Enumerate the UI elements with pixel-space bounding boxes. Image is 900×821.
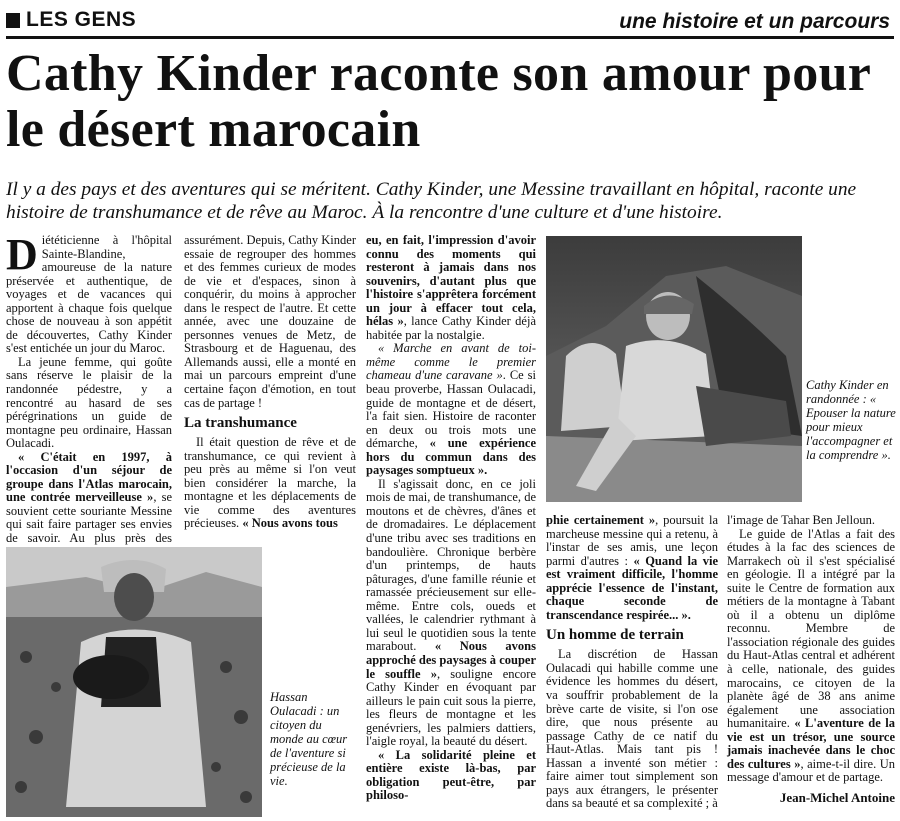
paragraph: « C'était en 1997, à l'occasion d'un séjour de groupe dans l'Atlas marocain, une contrée merveilleuse », se souvient cette souriante Messine qui sait faire partager ses envies de savoir. Au plus près des <box>6 449 172 546</box>
photo-hassan-oulacadi <box>6 547 262 817</box>
paragraph: « La solidarité pleine et entière existe là-bas, par obligation peut-être, par philoso- <box>366 747 536 803</box>
header-rule <box>6 36 894 39</box>
paragraph: Il était question de rêve et de transhumance, ce qui revient à peu près au même si l'on veut bien considérer la marche, la montagne et les déplacements de vie comme des aventures précieuses. « Nous avons tous <box>184 435 356 531</box>
paragraph: Le guide de l'Atlas a fait des études à la fac des sciences de Marrakech où il s'est spécialisé en géologie. Il a intégré par la suite le Centre de formation aux métiers de la montagne à Tabant où il a obtenu un diplôme reconnu. Membre de l'association régionale des guides du Haut-Atlas central et adhérent à celle, nationale, des guides marocains, ce citoyen de la planète âgé de 38 ans anime également une association humanitaire. « L'aventure de la vie est un trésor, une source jamais inachevée dans le choc des cultures », aime-t-il dire. Un message d'amour et de partage. <box>727 526 896 785</box>
lede: Il y a des pays et des aventures qui se méritent. Cathy Kinder, une Messine travaillant en hôpital, raconte une histoire de transhumance et de rêve au Maroc. À la rencontre d'une culture et d'une histoire. <box>6 179 857 223</box>
section-tagline: une histoire et un parcours <box>619 10 890 33</box>
subheading: Un homme de terrain <box>546 627 684 644</box>
article-column-3 <box>366 234 536 803</box>
paragraph: phie certainement », poursuit la marcheuse messine qui a retenu, à l'instar de ses amis, une leçon parmi d'autres : « Quand la vie est vraiment difficile, l'homme apprécie l'essence de l'instant, chaque seconde de transcendance respirée... ». <box>546 513 719 622</box>
photo-caption-cathy: Cathy Kinder en randonnée : « Epouser la nature pour mieux l'accompagner et la comprendre ». <box>806 378 896 462</box>
photo-cathy-image <box>546 236 802 502</box>
paragraph: La discrétion de Hassan Oulacadi qui habille comme une évidence les hommes du désert, va souffrir probablement de la brève carte de visite, si l'on ose dire, que nous présente au passage Cathy de ce natif du Haut-Atlas. Mais tant pis ! Hassan a inventé son métier : faire aimer tout simplement son pays aux étrangers, le présenter dans sa beauté et sa complexité ; à <box>546 647 718 811</box>
paragraph: Il s'agissait donc, en ce joli mois de mai, de transhumance, de moutons et de chèvres, d'ânes et de dromadaires. Le déplacement d'une tribu avec ses traditions en bandoulière. Chronique berbère d'un printemps, de hauts pâturages, d'une famille réunie et ramassée précieusement sur elle-même. Entre cols, oueds et vallées, le calendrier rythmant à lui seul le quotidien sous la tente marabout. « Nous avons approché des paysages à couper le souffle », souligne encore Cathy Kinder en évoquant par ailleurs le pain cuit sous la pierre, les fleurs de montagne et les genévriers, les palmiers dattiers, l'aigle royal, la beauté du désert. <box>366 476 537 749</box>
paragraph: « Marche en avant de toi-même comme le premier chameau d'une caravane ». Ce si beau proverbe, Hassan Oulacadi, guide de montagne et de désert, l'a fait sien. Histoire de raconter en deux ou trois mots une démarche, « une expérience hors du commun dans des paysages somptueux ». <box>366 341 536 478</box>
photo-hassan-image <box>6 547 262 817</box>
section-header <box>6 8 136 32</box>
headline: Cathy Kinder raconte son amour pour le désert marocain <box>6 45 871 158</box>
subheading: La transhumance <box>184 415 297 432</box>
paragraph: assurément. Depuis, Cathy Kinder essaie de regrouper des hommes et des femmes curieux de modes de vie et d'espaces, sinon à conquérir, du moins à approcher dans le respect de l'autre. Et cette année, avec une douzaine de personnes venues de Metz, de Strasbourg et de Haguenau, des Allemands aussi, elle a monté en mai un parcours empreint d'une certaine façon d'émotion, en tout cas de partage ! <box>184 233 356 410</box>
photo-caption-hassan: Hassan Oulacadi : un citoyen du monde au cœur de l'aventure si précieuse de la vie. <box>270 690 348 788</box>
paragraph: iététicienne à l'hôpital Sainte-Blandine, amoureuse de la nature préservée et authentique, de voyages et de vacances qui apportent à chaque fois quelque chose de nouveau à son appétit de découvertes, Cathy Kinder s'est entichée un jour du Maroc. <box>6 233 172 356</box>
photo-cathy-kinder <box>546 236 802 502</box>
paragraph: La jeune femme, qui goûte sans réserve le plaisir de la randonnée pédestre, y a rencontré au hasard de ses pérégrinations un guide de montagne peu ordinaire, Hassan Oulacadi. <box>6 354 172 451</box>
author-signature: Jean-Michel Antoine <box>779 789 895 805</box>
dropcap: D <box>6 230 38 279</box>
section-label: LES GENS <box>26 8 137 31</box>
paragraph: l'image de Tahar Ben Jelloun. <box>727 513 875 527</box>
article-column-4 <box>546 514 718 811</box>
article-column-1 <box>6 230 172 559</box>
paragraph: eu, en fait, l'impression d'avoir connu des moments qui resteront à jamais dans nos souvenirs, d'autant plus que l'histoire s'apprêtera forcément un jour à effacer tout cela, hélas », lance Cathy Kinder déjà habitée par la nostalgie. <box>366 233 536 342</box>
square-bullet-icon <box>6 13 20 28</box>
article-column-2 <box>184 234 356 531</box>
article-column-5 <box>727 514 895 804</box>
